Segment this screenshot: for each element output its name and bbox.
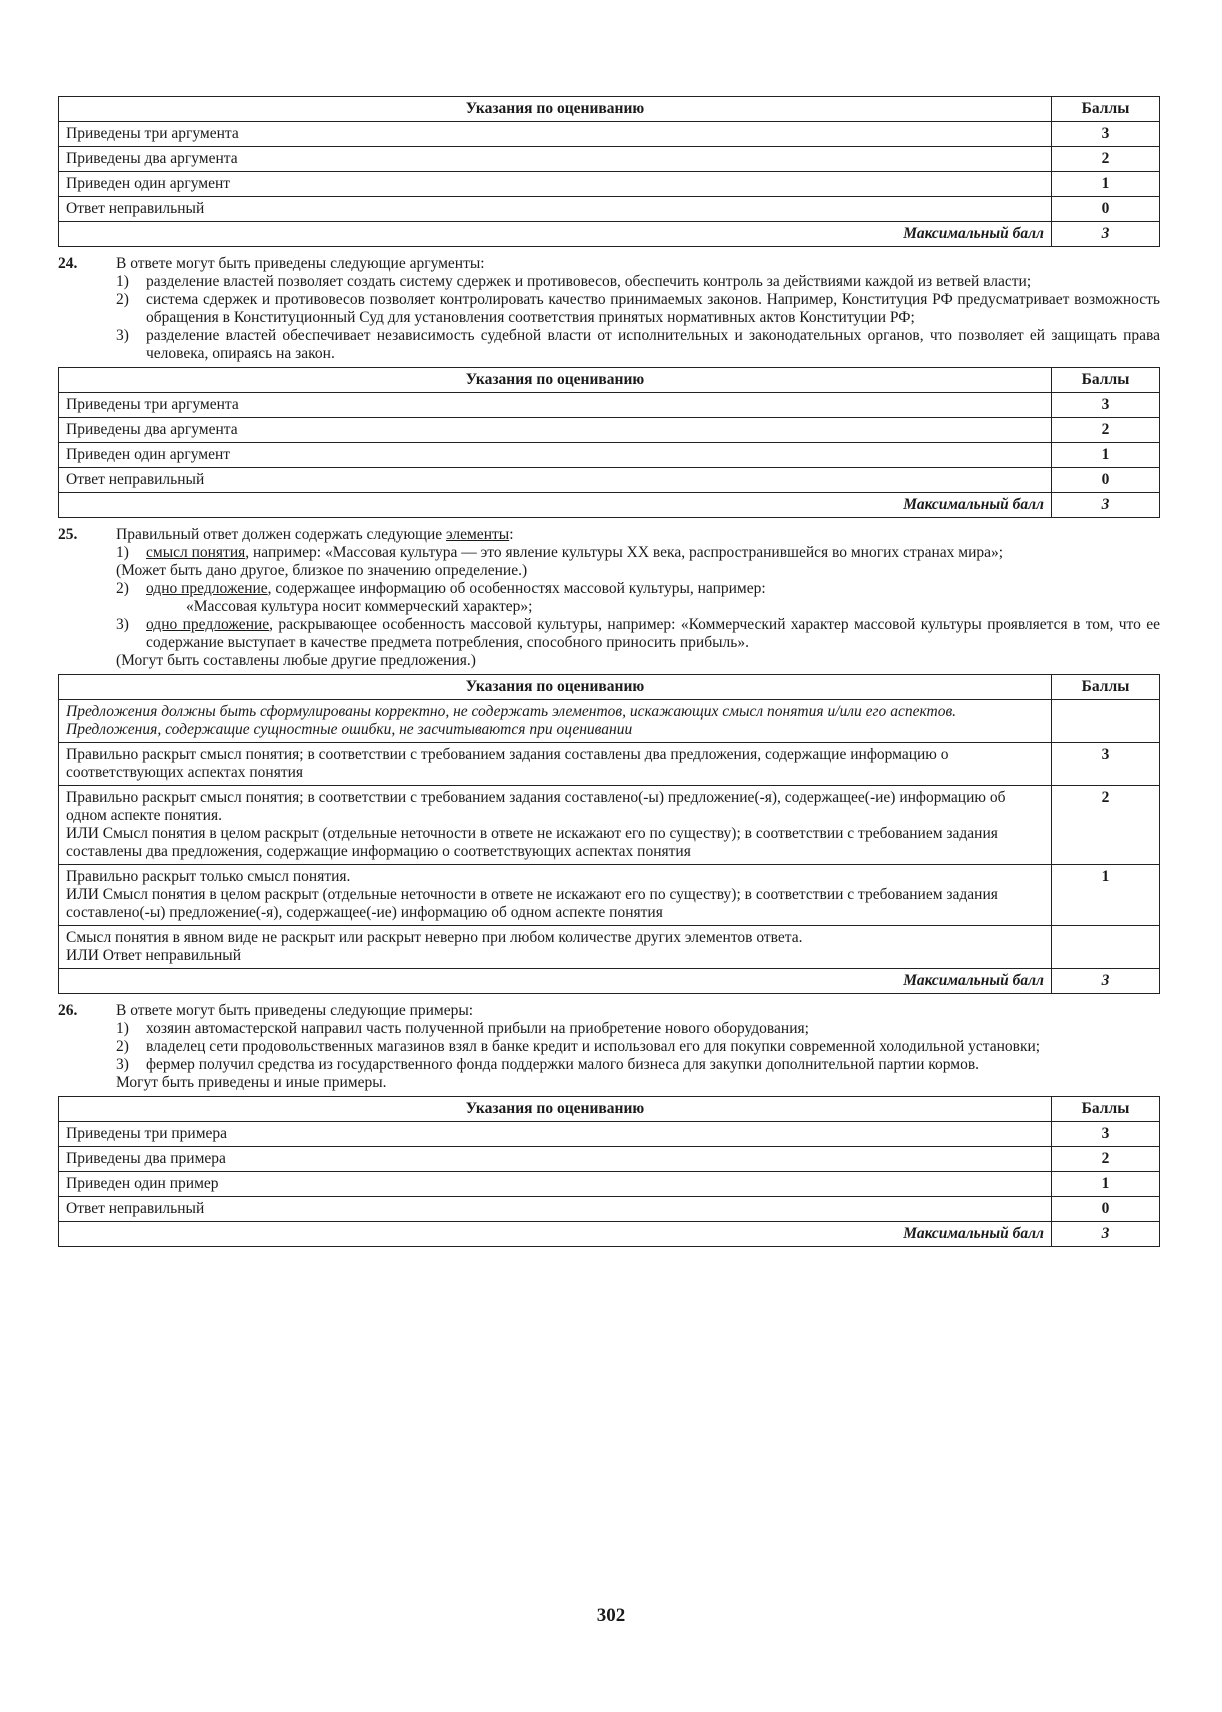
- row-points: [1052, 926, 1160, 969]
- table-row: [59, 122, 1160, 147]
- row-text: Ответ неправильный: [59, 468, 1052, 493]
- table-row: [59, 418, 1160, 443]
- page-content: [58, 96, 1160, 1247]
- row-points: 2: [1052, 147, 1160, 172]
- note: (Может быть дано другое, близкое по значению определение.): [116, 562, 528, 579]
- list-item: 1) хозяин автомастерской направил часть полученной прибыли на приобретение нового оборудования;: [116, 1020, 809, 1037]
- task-number: 24.: [58, 255, 78, 272]
- table-row: [59, 1172, 1160, 1197]
- row-text: Приведены три примера: [59, 1122, 1052, 1147]
- row-text: Ответ неправильный: [59, 1197, 1052, 1222]
- points-header: Баллы: [1052, 1097, 1160, 1122]
- max-score-label: Максимальный балл: [59, 222, 1052, 247]
- table-header: [59, 675, 1160, 700]
- list-item: 2) система сдержек и противовесов позволяет контролировать качество принимаемых законов. Например, Конституция РФ предусматривает возможность обращения в Конституционный Суд для установления соответствия принятых нормативных актов Конституции РФ;: [116, 291, 1160, 326]
- criteria-header: Указания по оцениванию: [59, 368, 1052, 393]
- task-26: [58, 1002, 1160, 1092]
- max-score-row: [59, 969, 1160, 994]
- points-header: Баллы: [1052, 368, 1160, 393]
- task-intro: Правильный ответ должен содержать следующие элементы:: [116, 526, 514, 543]
- table-header: [59, 97, 1160, 122]
- task-number: 25.: [58, 526, 78, 543]
- scoring-table-26: [58, 1096, 1160, 1247]
- row-text: Приведен один пример: [59, 1172, 1052, 1197]
- row-points: 3: [1052, 743, 1160, 786]
- table-row: [59, 172, 1160, 197]
- table-row: [59, 443, 1160, 468]
- max-score-row: [59, 1222, 1160, 1247]
- task-25: [58, 526, 1160, 670]
- row-text: Приведены два аргумента: [59, 418, 1052, 443]
- table-row: Правильно раскрыт только смысл понятия. ИЛИ Смысл понятия в целом раскрыт (отдельные неточности в ответе не искажают его по существу); в соответствии с требованием задания составлено(-ы) предложение(-я), содержащее(-ие) информацию об одном аспекте понятия 1: [59, 865, 1160, 926]
- list-item: 1) смысл понятия, например: «Массовая культура — это явление культуры XX века, распространившейся во многих странах мира»;: [116, 544, 1004, 561]
- table-header: [59, 368, 1160, 393]
- row-points: 1: [1052, 1172, 1160, 1197]
- row-text: Приведены три аргумента: [59, 122, 1052, 147]
- criteria-header: Указания по оцениванию: [59, 97, 1052, 122]
- row-points: 2: [1052, 786, 1160, 865]
- points-header: Баллы: [1052, 97, 1160, 122]
- row-text: Приведены два примера: [59, 1147, 1052, 1172]
- max-score-row: [59, 493, 1160, 518]
- row-text: Приведен один аргумент: [59, 172, 1052, 197]
- row-points: 2: [1052, 1147, 1160, 1172]
- table-row: Смысл понятия в явном виде не раскрыт или раскрыт неверно при любом количестве других элементов ответа. ИЛИ Ответ неправильный: [59, 926, 1160, 969]
- row-points: 2: [1052, 418, 1160, 443]
- points-header: Баллы: [1052, 675, 1160, 700]
- criteria-header: Указания по оцениванию: [59, 1097, 1052, 1122]
- row-points: 3: [1052, 1122, 1160, 1147]
- max-score-row: [59, 222, 1160, 247]
- max-score-label: Максимальный балл: [59, 1222, 1052, 1247]
- scoring-table-25: [58, 674, 1160, 994]
- table-row: [59, 1122, 1160, 1147]
- list-item: 3) фермер получил средства из государственного фонда поддержки малого бизнеса для закупки дополнительной партии кормов.: [116, 1056, 980, 1073]
- row-points: 3: [1052, 393, 1160, 418]
- list-item: 3) разделение властей обеспечивает независимость судебной власти от исполнительных и законодательных органов, что позволяет ей защищать права человека, опираясь на закон.: [116, 327, 1160, 362]
- row-points: 0: [1052, 468, 1160, 493]
- row-points: 3: [1052, 122, 1160, 147]
- table-row: [59, 743, 1160, 786]
- row-text: Ответ неправильный: [59, 197, 1052, 222]
- row-text: Приведены три аргумента: [59, 393, 1052, 418]
- row-points: 1: [1052, 172, 1160, 197]
- max-score-value: 3: [1052, 1222, 1160, 1247]
- task-outro: Могут быть приведены и иные примеры.: [116, 1074, 387, 1091]
- max-score-label: Максимальный балл: [59, 493, 1052, 518]
- row-text: Правильно раскрыт смысл понятия; в соответствии с требованием задания составлены два предложения, содержащие информацию о соответствующих аспектах понятия: [59, 743, 1052, 786]
- table-row-note: Предложения должны быть сформулированы корректно, не содержать элементов, искажающих смысл понятия и/или его аспектов. Предложения, содержащие сущностные ошибки, не засчитываются при оценивании: [59, 700, 1160, 743]
- table-row: [59, 468, 1160, 493]
- list-item: 3) одно предложение, раскрывающее особенность массовой культуры, например: «Коммерческий характер массовой культуры проявляется в том, что ее содержание выступает в качестве предмета потребления, способного приносить прибыль».: [116, 616, 1161, 651]
- table-row: [59, 147, 1160, 172]
- scoring-table-23: [58, 96, 1160, 247]
- table-row: [59, 1147, 1160, 1172]
- row-points: 0: [1052, 1197, 1160, 1222]
- list-item: 2) одно предложение, содержащее информацию об особенностях массовой культуры, например: «Массовая культура носит коммерческий характер»;: [116, 580, 766, 615]
- task-intro: В ответе могут быть приведены следующие примеры:: [116, 1002, 474, 1019]
- scoring-table-24: [58, 367, 1160, 518]
- table-row: [59, 1197, 1160, 1222]
- note: (Могут быть составлены любые другие предложения.): [116, 652, 476, 669]
- max-score-value: 3: [1052, 222, 1160, 247]
- page-number: 302: [596, 1605, 626, 1626]
- max-score-value: 3: [1052, 493, 1160, 518]
- list-item: 1) разделение властей позволяет создать систему сдержек и противовесов, обеспечить контроль за действиями каждой из ветвей власти;: [116, 273, 1032, 290]
- list-item: 2) владелец сети продовольственных магазинов взял в банке кредит и использовал его для покупки современной холодильной установки;: [116, 1038, 1041, 1055]
- task-24: [58, 255, 1160, 363]
- table-row: [59, 197, 1160, 222]
- row-points: 0: [1052, 197, 1160, 222]
- criteria-header: Указания по оцениванию: [59, 675, 1052, 700]
- task-intro: В ответе могут быть приведены следующие аргументы:: [116, 255, 485, 272]
- table-row: Правильно раскрыт смысл понятия; в соответствии с требованием задания составлено(-ы) предложение(-я), содержащее(-ие) информацию об одном аспекте понятия. ИЛИ Смысл понятия в целом раскрыт (отдельные неточности в ответе не искажают его по существу); в соответствии с требованием задания составлены два предложения, содержащие информацию о соответствующих аспектах понятия 2: [59, 786, 1160, 865]
- max-score-label: Максимальный балл: [59, 969, 1052, 994]
- row-points: 1: [1052, 865, 1160, 926]
- row-points: 1: [1052, 443, 1160, 468]
- table-row: [59, 393, 1160, 418]
- row-text: Приведены два аргумента: [59, 147, 1052, 172]
- task-number: 26.: [58, 1002, 78, 1019]
- row-text: Приведен один аргумент: [59, 443, 1052, 468]
- max-score-value: 3: [1052, 969, 1160, 994]
- table-header: [59, 1097, 1160, 1122]
